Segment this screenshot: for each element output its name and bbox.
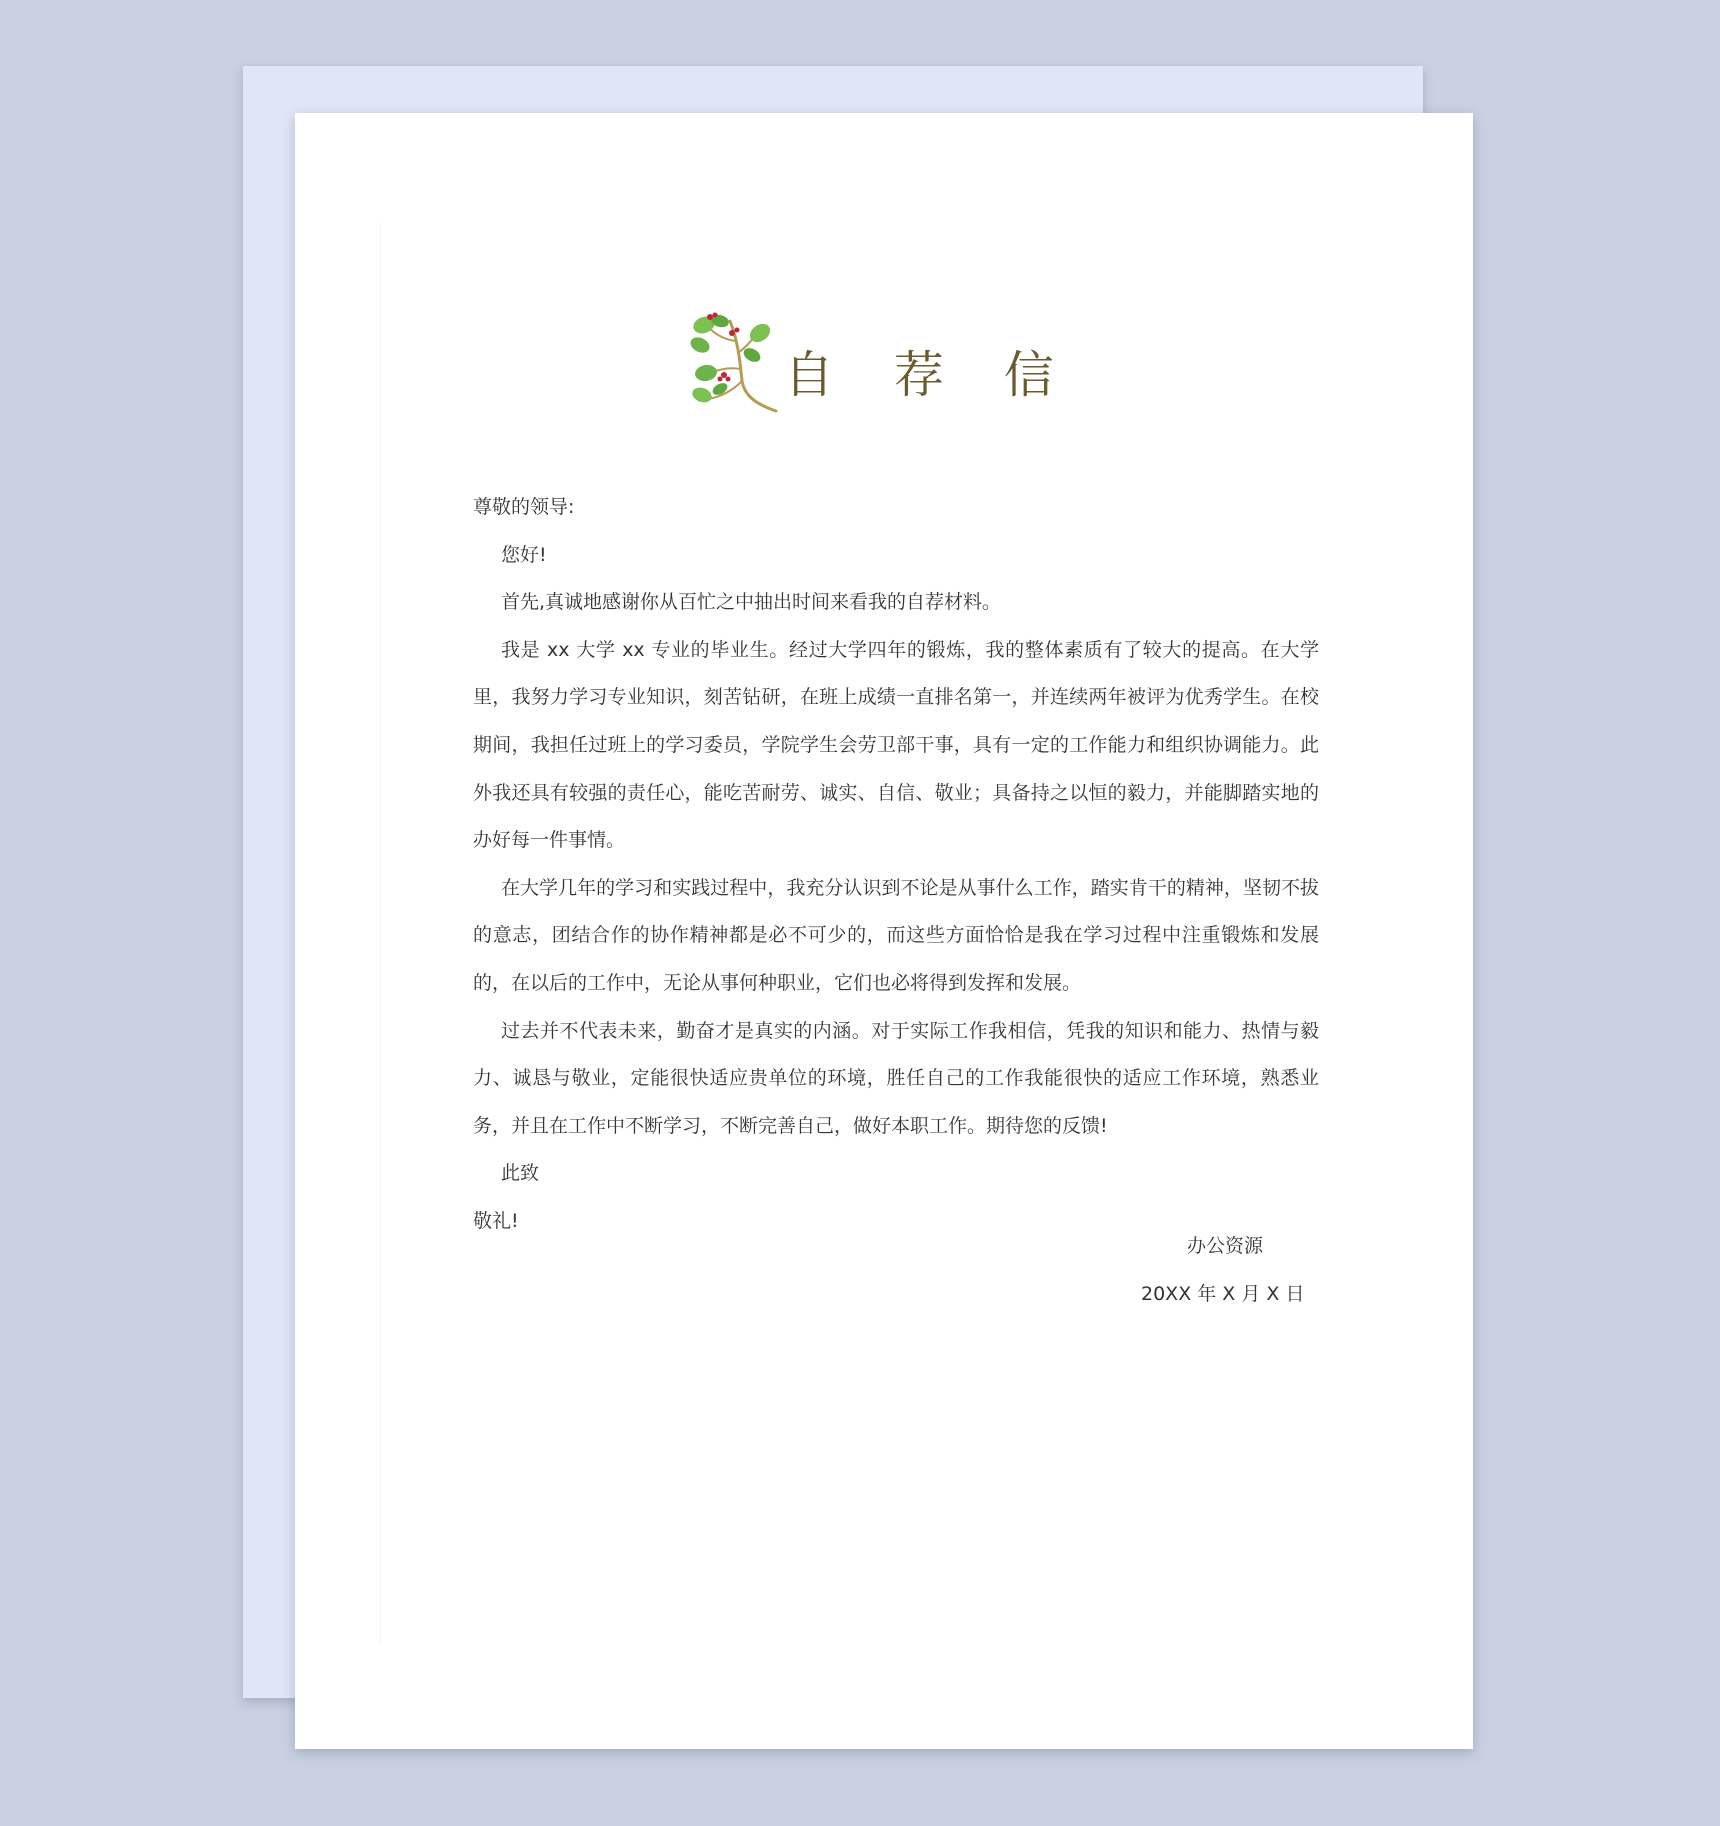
- closing-line-2: 敬礼!: [473, 1209, 519, 1232]
- salutation: 尊敬的领导:: [473, 496, 575, 518]
- signature: 办公资源: [1187, 1235, 1264, 1257]
- paragraph-experience: 在大学几年的学习和实践过程中，我充分认识到不论是从事什么工作，踏实肯干的精神，坚韧不拔的意志，团结合作的协作精神都是必不可少的，而这些方面恰恰是我在学习过程中注重锻炼和发展的，在以后的工作中，无论从事何种职业，它们也必将得到发挥和发展。: [473, 876, 1319, 994]
- leaf-branch-icon: [680, 311, 790, 421]
- letter-page: [295, 113, 1473, 1749]
- paragraph-conclusion: 过去并不代表未来，勤奋才是真实的内涵。对于实际工作我相信，凭我的知识和能力、热情与毅力、诚恳与敬业，定能很快适应贵单位的环境，胜任自己的工作我能很快的适应工作环境，熟悉业务，并且在工作中不断学习，不断完善自己，做好本职工作。期待您的反馈!: [473, 1019, 1319, 1137]
- title-block: [680, 311, 1076, 421]
- letter-date: 20XX 年 X 月 X 日: [1141, 1283, 1305, 1305]
- margin-line: [380, 223, 381, 1643]
- closing-line-1: 此致: [501, 1162, 540, 1185]
- greeting: 您好!: [501, 543, 547, 566]
- letter-title: 自 荐 信: [784, 346, 1076, 404]
- letter-body: [473, 484, 1319, 1246]
- paragraph-background: 我是 xx 大学 xx 专业的毕业生。经过大学四年的锻炼，我的整体素质有了较大的提高。在大学里，我努力学习专业知识，刻苦钻研，在班上成绩一直排名第一，并连续两年被评为优秀学生。在校期间，我担任过班上的学习委员，学院学生会劳卫部干事，具有一定的工作能力和组织协调能力。此外我还具有较强的责任心，能吃苦耐劳、诚实、自信、敬业；具备持之以恒的毅力，并能脚踏实地的办好每一件事情。: [473, 638, 1319, 852]
- paragraph-intro: 首先,真诚地感谢你从百忙之中抽出时间来看我的自荐材料。: [501, 591, 1002, 614]
